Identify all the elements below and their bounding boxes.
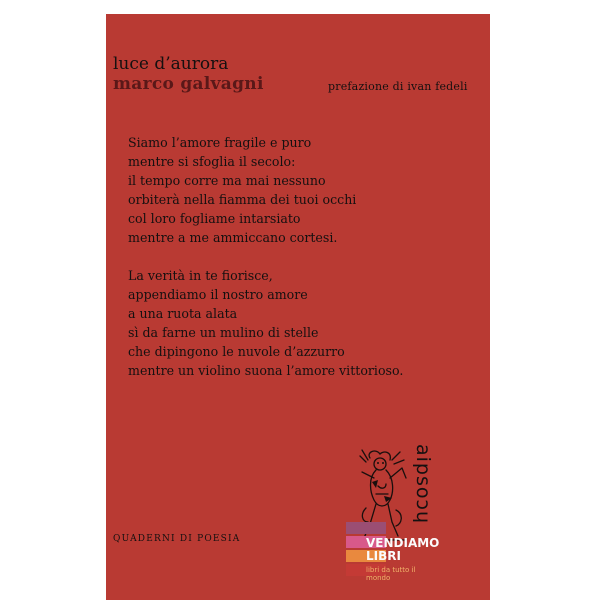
poem	[128, 133, 488, 399]
poem-line: mentre si sfoglia il secolo:	[128, 154, 296, 169]
book-cover	[106, 14, 490, 600]
poem-line: che dipingono le nuvole d’azzurro	[128, 344, 345, 359]
poem-stanza-1	[128, 133, 488, 247]
poem-line: mentre un violino suona l’amore vittorioso.	[128, 363, 404, 378]
poem-stanza-2	[128, 266, 488, 380]
poem-line: La verità in te fiorisce,	[128, 268, 273, 283]
poem-line: appendiamo il nostro amore	[128, 287, 308, 302]
publisher-logo-text: aipsoɔɥ	[412, 444, 434, 524]
poem-line: Siamo l’amore fragile e puro	[128, 135, 312, 150]
watermark-line-2: LIBRI	[366, 549, 401, 563]
poem-line: sì da farne un mulino di stelle	[128, 325, 319, 340]
preface-credit: prefazione di ivan fedeli	[328, 80, 468, 93]
poem-line: col loro fogliame intarsiato	[128, 211, 301, 226]
poem-line: il tempo corre ma mai nessuno	[128, 173, 326, 188]
watermark-line-3: libri da tutto il mondo	[366, 566, 416, 582]
author-name: marco galvagni	[113, 74, 264, 94]
series-name: QUADERNI DI POESIA	[113, 534, 241, 544]
book-title: luce d’aurora	[113, 54, 229, 74]
watermark-badge	[346, 522, 440, 592]
poem-line: orbiterà nella fiamma dei tuoi occhi	[128, 192, 357, 207]
poem-line: a una ruota alata	[128, 306, 238, 321]
poem-line: mentre a me ammiccano cortesi.	[128, 230, 338, 245]
watermark-line-1: VENDIAMO	[366, 536, 440, 550]
